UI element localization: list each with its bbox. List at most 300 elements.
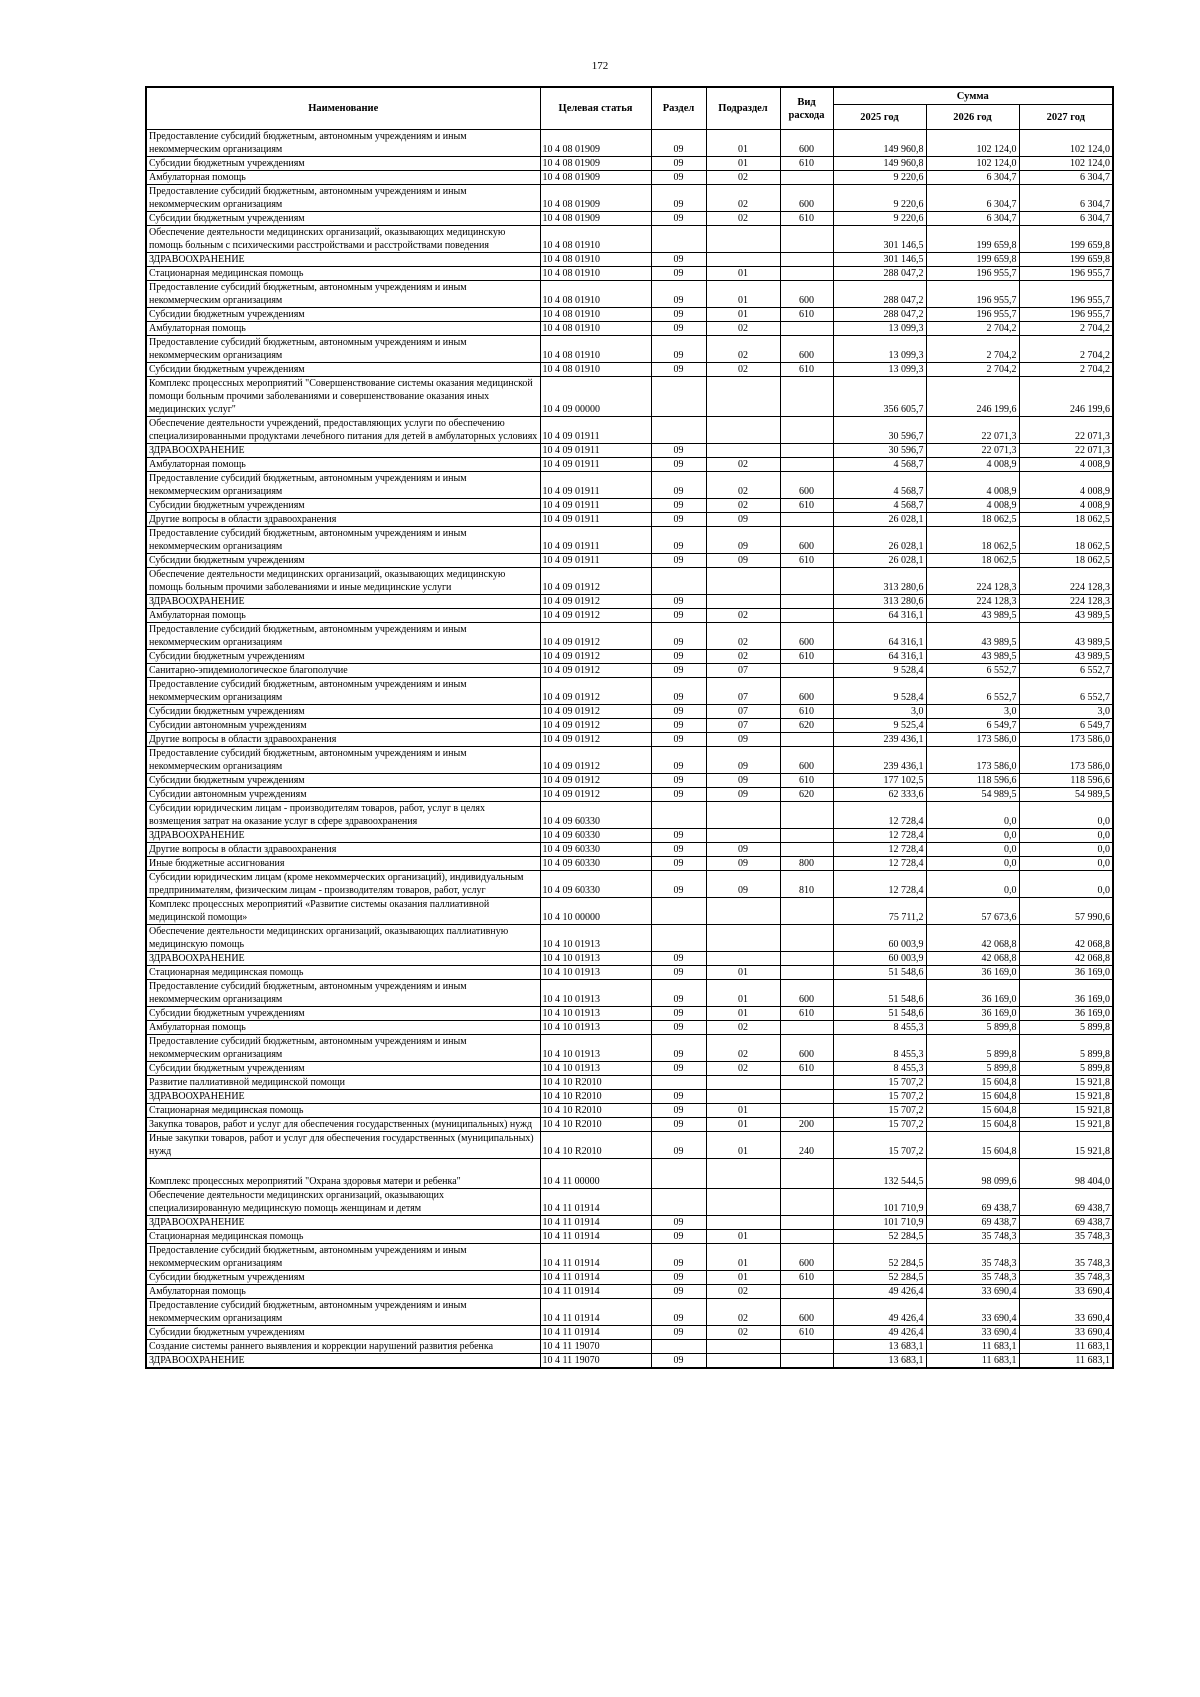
cell-amount-2026: 5 899,8 (926, 1021, 1019, 1035)
cell-vid (780, 829, 833, 843)
cell-amount-2026: 33 690,4 (926, 1326, 1019, 1340)
table-row (146, 171, 1113, 185)
cell-amount-2027: 224 128,3 (1019, 595, 1113, 609)
table-row (146, 527, 1113, 554)
cell-podrazdel: 01 (706, 308, 780, 322)
cell-amount-2027: 57 990,6 (1019, 898, 1113, 925)
table-row (146, 157, 1113, 171)
header-year-2026: 2026 год (926, 105, 1019, 130)
cell-target: 10 4 11 01914 (540, 1271, 651, 1285)
cell-name: Обеспечение деятельности медицинских организаций, оказывающих специализированную медицинскую помощь женщинам и детям (146, 1189, 540, 1216)
cell-vid: 620 (780, 719, 833, 733)
table-row (146, 363, 1113, 377)
cell-amount-2026: 118 596,6 (926, 774, 1019, 788)
cell-amount-2027: 246 199,6 (1019, 377, 1113, 417)
cell-amount-2027: 173 586,0 (1019, 747, 1113, 774)
cell-podrazdel: 01 (706, 281, 780, 308)
cell-name: Субсидии бюджетным учреждениям (146, 705, 540, 719)
cell-name: Предоставление субсидий бюджетным, автономным учреждениям и иным некоммерческим организациям (146, 1299, 540, 1326)
cell-podrazdel: 02 (706, 650, 780, 664)
table-row (146, 1189, 1113, 1216)
cell-vid: 610 (780, 499, 833, 513)
cell-amount-2026: 54 989,5 (926, 788, 1019, 802)
cell-podrazdel: 02 (706, 458, 780, 472)
cell-target: 10 4 11 00000 (540, 1159, 651, 1189)
cell-podrazdel: 01 (706, 157, 780, 171)
cell-razdel: 09 (651, 308, 706, 322)
cell-amount-2026: 36 169,0 (926, 980, 1019, 1007)
cell-podrazdel (706, 802, 780, 829)
table-row (146, 650, 1113, 664)
cell-vid: 600 (780, 1244, 833, 1271)
cell-amount-2025: 12 728,4 (833, 802, 926, 829)
table-row (146, 733, 1113, 747)
cell-amount-2025: 149 960,8 (833, 157, 926, 171)
cell-razdel: 09 (651, 253, 706, 267)
cell-amount-2025: 60 003,9 (833, 952, 926, 966)
cell-podrazdel: 02 (706, 1326, 780, 1340)
cell-amount-2026: 102 124,0 (926, 130, 1019, 157)
cell-razdel: 09 (651, 1216, 706, 1230)
cell-name: Другие вопросы в области здравоохранения (146, 733, 540, 747)
cell-amount-2025: 30 596,7 (833, 444, 926, 458)
cell-amount-2026: 35 748,3 (926, 1230, 1019, 1244)
cell-amount-2027: 0,0 (1019, 857, 1113, 871)
cell-vid (780, 1189, 833, 1216)
cell-name: ЗДРАВООХРАНЕНИЕ (146, 1354, 540, 1369)
cell-target: 10 4 10 R2010 (540, 1118, 651, 1132)
cell-razdel: 09 (651, 171, 706, 185)
cell-razdel: 09 (651, 705, 706, 719)
table-row (146, 322, 1113, 336)
cell-amount-2026: 43 989,5 (926, 650, 1019, 664)
cell-podrazdel: 09 (706, 513, 780, 527)
cell-podrazdel (706, 417, 780, 444)
cell-amount-2026: 69 438,7 (926, 1189, 1019, 1216)
cell-podrazdel: 01 (706, 1244, 780, 1271)
cell-target: 10 4 11 01914 (540, 1244, 651, 1271)
cell-amount-2025: 12 728,4 (833, 843, 926, 857)
cell-name: Предоставление субсидий бюджетным, автономным учреждениям и иным некоммерческим организациям (146, 747, 540, 774)
cell-amount-2027: 36 169,0 (1019, 966, 1113, 980)
table-row (146, 1159, 1113, 1189)
cell-target: 10 4 10 00000 (540, 898, 651, 925)
cell-name: Субсидии бюджетным учреждениям (146, 212, 540, 226)
cell-target: 10 4 08 01910 (540, 253, 651, 267)
header-year-2027: 2027 год (1019, 105, 1113, 130)
cell-target: 10 4 08 01910 (540, 267, 651, 281)
cell-razdel: 09 (651, 1244, 706, 1271)
cell-target: 10 4 10 01913 (540, 966, 651, 980)
cell-podrazdel (706, 568, 780, 595)
cell-podrazdel: 01 (706, 130, 780, 157)
cell-amount-2026: 11 683,1 (926, 1354, 1019, 1369)
cell-name: Комплекс процессных мероприятий "Охрана здоровья матери и ребенка" (146, 1159, 540, 1189)
cell-amount-2026: 22 071,3 (926, 444, 1019, 458)
cell-target: 10 4 11 01914 (540, 1189, 651, 1216)
table-row (146, 1230, 1113, 1244)
cell-amount-2025: 75 711,2 (833, 898, 926, 925)
cell-vid: 610 (780, 1326, 833, 1340)
cell-vid: 620 (780, 788, 833, 802)
cell-podrazdel: 02 (706, 499, 780, 513)
cell-amount-2025: 49 426,4 (833, 1326, 926, 1340)
cell-podrazdel: 01 (706, 1132, 780, 1159)
table-row (146, 843, 1113, 857)
cell-amount-2026: 6 304,7 (926, 171, 1019, 185)
cell-vid (780, 444, 833, 458)
cell-amount-2027: 196 955,7 (1019, 267, 1113, 281)
cell-vid: 610 (780, 554, 833, 568)
cell-target: 10 4 11 01914 (540, 1299, 651, 1326)
cell-target: 10 4 09 60330 (540, 829, 651, 843)
cell-amount-2027: 15 921,8 (1019, 1118, 1113, 1132)
cell-razdel: 09 (651, 472, 706, 499)
cell-razdel: 09 (651, 1090, 706, 1104)
cell-target: 10 4 09 00000 (540, 377, 651, 417)
table-row (146, 513, 1113, 527)
cell-amount-2027: 11 683,1 (1019, 1354, 1113, 1369)
cell-amount-2027: 2 704,2 (1019, 363, 1113, 377)
cell-podrazdel: 09 (706, 747, 780, 774)
cell-amount-2025: 9 220,6 (833, 212, 926, 226)
cell-vid: 600 (780, 527, 833, 554)
cell-target: 10 4 09 01912 (540, 568, 651, 595)
cell-razdel: 09 (651, 980, 706, 1007)
cell-amount-2027: 224 128,3 (1019, 568, 1113, 595)
cell-name: Субсидии бюджетным учреждениям (146, 1062, 540, 1076)
cell-amount-2025: 13 099,3 (833, 322, 926, 336)
cell-vid (780, 595, 833, 609)
cell-amount-2025: 15 707,2 (833, 1090, 926, 1104)
cell-amount-2025: 239 436,1 (833, 733, 926, 747)
cell-name: ЗДРАВООХРАНЕНИЕ (146, 1216, 540, 1230)
cell-amount-2025: 15 707,2 (833, 1132, 926, 1159)
cell-name: Амбулаторная помощь (146, 1285, 540, 1299)
cell-razdel (651, 568, 706, 595)
cell-razdel: 09 (651, 623, 706, 650)
cell-razdel: 09 (651, 1230, 706, 1244)
cell-razdel (651, 1076, 706, 1090)
cell-razdel: 09 (651, 719, 706, 733)
cell-amount-2027: 22 071,3 (1019, 417, 1113, 444)
cell-amount-2027: 173 586,0 (1019, 733, 1113, 747)
table-body (146, 130, 1113, 1369)
cell-amount-2026: 6 549,7 (926, 719, 1019, 733)
table-row (146, 212, 1113, 226)
cell-name: ЗДРАВООХРАНЕНИЕ (146, 595, 540, 609)
cell-target: 10 4 10 01913 (540, 925, 651, 952)
cell-razdel: 09 (651, 1007, 706, 1021)
table-row (146, 1326, 1113, 1340)
cell-target: 10 4 09 01912 (540, 650, 651, 664)
cell-amount-2026: 4 008,9 (926, 472, 1019, 499)
cell-target: 10 4 09 01911 (540, 444, 651, 458)
cell-podrazdel: 01 (706, 267, 780, 281)
cell-amount-2026: 43 989,5 (926, 609, 1019, 623)
cell-target: 10 4 08 01910 (540, 308, 651, 322)
cell-razdel: 09 (651, 650, 706, 664)
cell-podrazdel: 01 (706, 1118, 780, 1132)
cell-target: 10 4 09 60330 (540, 857, 651, 871)
cell-target: 10 4 09 01911 (540, 554, 651, 568)
cell-name: Предоставление субсидий бюджетным, автономным учреждениям и иным некоммерческим организациям (146, 678, 540, 705)
cell-name: Субсидии бюджетным учреждениям (146, 1007, 540, 1021)
cell-amount-2026: 6 552,7 (926, 678, 1019, 705)
cell-target: 10 4 09 01912 (540, 609, 651, 623)
cell-razdel: 09 (651, 966, 706, 980)
table-row (146, 1285, 1113, 1299)
cell-amount-2027: 54 989,5 (1019, 788, 1113, 802)
cell-vid: 600 (780, 281, 833, 308)
cell-target: 10 4 08 01910 (540, 363, 651, 377)
cell-amount-2027: 4 008,9 (1019, 472, 1113, 499)
cell-vid (780, 664, 833, 678)
cell-amount-2027: 199 659,8 (1019, 226, 1113, 253)
cell-amount-2026: 33 690,4 (926, 1299, 1019, 1326)
cell-name: Амбулаторная помощь (146, 322, 540, 336)
cell-vid: 610 (780, 212, 833, 226)
cell-name: Стационарная медицинская помощь (146, 1230, 540, 1244)
cell-amount-2026: 0,0 (926, 857, 1019, 871)
cell-amount-2027: 2 704,2 (1019, 336, 1113, 363)
cell-name: Субсидии автономным учреждениям (146, 719, 540, 733)
cell-razdel: 09 (651, 1271, 706, 1285)
cell-target: 10 4 09 01911 (540, 527, 651, 554)
cell-vid (780, 802, 833, 829)
cell-name: ЗДРАВООХРАНЕНИЕ (146, 952, 540, 966)
cell-podrazdel (706, 925, 780, 952)
cell-name: Субсидии бюджетным учреждениям (146, 363, 540, 377)
cell-amount-2026: 0,0 (926, 829, 1019, 843)
cell-target: 10 4 08 01910 (540, 281, 651, 308)
cell-amount-2027: 98 404,0 (1019, 1159, 1113, 1189)
cell-amount-2025: 51 548,6 (833, 966, 926, 980)
cell-target: 10 4 09 01912 (540, 705, 651, 719)
cell-amount-2027: 18 062,5 (1019, 527, 1113, 554)
cell-amount-2025: 49 426,4 (833, 1299, 926, 1326)
cell-amount-2027: 35 748,3 (1019, 1271, 1113, 1285)
cell-amount-2027: 5 899,8 (1019, 1021, 1113, 1035)
cell-name: Амбулаторная помощь (146, 1021, 540, 1035)
cell-vid: 610 (780, 650, 833, 664)
cell-vid (780, 1285, 833, 1299)
cell-vid (780, 226, 833, 253)
cell-amount-2027: 15 921,8 (1019, 1132, 1113, 1159)
cell-target: 10 4 09 01912 (540, 788, 651, 802)
cell-name: Стационарная медицинская помощь (146, 1104, 540, 1118)
table-row (146, 130, 1113, 157)
table-row (146, 898, 1113, 925)
cell-amount-2026: 2 704,2 (926, 363, 1019, 377)
cell-vid (780, 458, 833, 472)
cell-podrazdel (706, 1076, 780, 1090)
cell-amount-2025: 9 528,4 (833, 678, 926, 705)
cell-target: 10 4 09 60330 (540, 871, 651, 898)
cell-name: Комплекс процессных мероприятий «Развитие системы оказания паллиативной медицинской помощи» (146, 898, 540, 925)
table-row (146, 705, 1113, 719)
cell-target: 10 4 11 01914 (540, 1285, 651, 1299)
cell-vid (780, 1340, 833, 1354)
table-row (146, 308, 1113, 322)
cell-razdel: 09 (651, 678, 706, 705)
cell-name: ЗДРАВООХРАНЕНИЕ (146, 829, 540, 843)
table-row (146, 1076, 1113, 1090)
cell-amount-2026: 57 673,6 (926, 898, 1019, 925)
cell-amount-2026: 36 169,0 (926, 966, 1019, 980)
cell-name: Субсидии бюджетным учреждениям (146, 774, 540, 788)
cell-podrazdel: 01 (706, 1271, 780, 1285)
cell-razdel: 09 (651, 527, 706, 554)
cell-name: Субсидии юридическим лицам (кроме некоммерческих организаций), индивидуальным предпринимателям, физическим лицам - производителям товаров, работ, услуг (146, 871, 540, 898)
table-row (146, 609, 1113, 623)
cell-amount-2025: 288 047,2 (833, 267, 926, 281)
cell-vid (780, 898, 833, 925)
cell-vid (780, 1021, 833, 1035)
cell-amount-2027: 69 438,7 (1019, 1216, 1113, 1230)
cell-amount-2027: 43 989,5 (1019, 650, 1113, 664)
table-row (146, 1035, 1113, 1062)
cell-vid (780, 609, 833, 623)
cell-amount-2025: 52 284,5 (833, 1230, 926, 1244)
cell-amount-2027: 4 008,9 (1019, 499, 1113, 513)
cell-razdel: 09 (651, 952, 706, 966)
cell-razdel: 09 (651, 444, 706, 458)
cell-vid: 610 (780, 363, 833, 377)
cell-amount-2026: 11 683,1 (926, 1340, 1019, 1354)
cell-razdel: 09 (651, 185, 706, 212)
cell-amount-2025: 13 099,3 (833, 363, 926, 377)
cell-target: 10 4 09 01912 (540, 747, 651, 774)
cell-amount-2027: 42 068,8 (1019, 952, 1113, 966)
cell-name: Предоставление субсидий бюджетным, автономным учреждениям и иным некоммерческим организациям (146, 623, 540, 650)
cell-target: 10 4 11 01914 (540, 1230, 651, 1244)
cell-name: Амбулаторная помощь (146, 609, 540, 623)
cell-vid: 600 (780, 1299, 833, 1326)
cell-razdel (651, 1159, 706, 1189)
cell-name: Предоставление субсидий бюджетным, автономным учреждениям и иным некоммерческим организациям (146, 281, 540, 308)
cell-podrazdel: 07 (706, 678, 780, 705)
cell-razdel: 09 (651, 1062, 706, 1076)
cell-amount-2027: 15 921,8 (1019, 1076, 1113, 1090)
cell-podrazdel: 09 (706, 857, 780, 871)
cell-name: Обеспечение деятельности медицинских организаций, оказывающих медицинскую помощь больным с психическими расстройствами и расстройствами поведения (146, 226, 540, 253)
cell-amount-2026: 199 659,8 (926, 253, 1019, 267)
table-row (146, 281, 1113, 308)
cell-razdel (651, 417, 706, 444)
cell-amount-2026: 15 604,8 (926, 1076, 1019, 1090)
cell-podrazdel: 02 (706, 472, 780, 499)
cell-vid (780, 513, 833, 527)
cell-amount-2026: 0,0 (926, 871, 1019, 898)
cell-podrazdel: 09 (706, 788, 780, 802)
table-row (146, 1354, 1113, 1369)
cell-target: 10 4 08 01909 (540, 212, 651, 226)
cell-amount-2027: 6 552,7 (1019, 664, 1113, 678)
cell-amount-2027: 69 438,7 (1019, 1189, 1113, 1216)
cell-amount-2025: 26 028,1 (833, 527, 926, 554)
cell-amount-2025: 356 605,7 (833, 377, 926, 417)
cell-podrazdel: 02 (706, 1062, 780, 1076)
cell-target: 10 4 10 R2010 (540, 1104, 651, 1118)
cell-name: ЗДРАВООХРАНЕНИЕ (146, 253, 540, 267)
cell-razdel: 09 (651, 513, 706, 527)
cell-amount-2026: 0,0 (926, 802, 1019, 829)
table-row (146, 595, 1113, 609)
cell-podrazdel (706, 1216, 780, 1230)
cell-vid (780, 322, 833, 336)
cell-amount-2026: 35 748,3 (926, 1244, 1019, 1271)
cell-amount-2026: 35 748,3 (926, 1271, 1019, 1285)
cell-podrazdel: 07 (706, 705, 780, 719)
cell-amount-2026: 15 604,8 (926, 1090, 1019, 1104)
cell-target: 10 4 09 01912 (540, 623, 651, 650)
cell-amount-2027: 6 304,7 (1019, 171, 1113, 185)
cell-amount-2025: 12 728,4 (833, 857, 926, 871)
cell-vid (780, 925, 833, 952)
cell-vid: 810 (780, 871, 833, 898)
cell-target: 10 4 10 01913 (540, 1021, 651, 1035)
cell-amount-2025: 3,0 (833, 705, 926, 719)
table-row (146, 1299, 1113, 1326)
cell-amount-2025: 4 568,7 (833, 499, 926, 513)
table-row (146, 253, 1113, 267)
cell-amount-2027: 35 748,3 (1019, 1230, 1113, 1244)
cell-razdel: 09 (651, 1132, 706, 1159)
cell-amount-2027: 15 921,8 (1019, 1104, 1113, 1118)
table-row (146, 1132, 1113, 1159)
cell-razdel (651, 802, 706, 829)
cell-amount-2027: 102 124,0 (1019, 130, 1113, 157)
table-row (146, 829, 1113, 843)
table-row (146, 1118, 1113, 1132)
cell-vid (780, 1354, 833, 1369)
cell-vid: 610 (780, 308, 833, 322)
cell-amount-2026: 224 128,3 (926, 595, 1019, 609)
cell-amount-2027: 102 124,0 (1019, 157, 1113, 171)
table-row (146, 499, 1113, 513)
cell-target: 10 4 08 01910 (540, 322, 651, 336)
cell-podrazdel (706, 377, 780, 417)
cell-amount-2027: 0,0 (1019, 829, 1113, 843)
cell-vid (780, 1104, 833, 1118)
cell-razdel: 09 (651, 1285, 706, 1299)
cell-razdel: 09 (651, 609, 706, 623)
cell-vid: 600 (780, 185, 833, 212)
cell-target: 10 4 09 01912 (540, 664, 651, 678)
cell-amount-2027: 196 955,7 (1019, 281, 1113, 308)
cell-amount-2025: 8 455,3 (833, 1021, 926, 1035)
cell-amount-2025: 8 455,3 (833, 1035, 926, 1062)
cell-name: Амбулаторная помощь (146, 171, 540, 185)
cell-amount-2026: 6 304,7 (926, 185, 1019, 212)
header-sum: Сумма (833, 87, 1113, 105)
cell-amount-2026: 2 704,2 (926, 336, 1019, 363)
cell-amount-2025: 15 707,2 (833, 1076, 926, 1090)
cell-amount-2026: 5 899,8 (926, 1062, 1019, 1076)
cell-vid: 600 (780, 472, 833, 499)
cell-razdel: 09 (651, 336, 706, 363)
cell-amount-2026: 42 068,8 (926, 952, 1019, 966)
cell-razdel (651, 1189, 706, 1216)
cell-name: Стационарная медицинская помощь (146, 267, 540, 281)
cell-target: 10 4 10 01913 (540, 1035, 651, 1062)
cell-amount-2026: 15 604,8 (926, 1118, 1019, 1132)
cell-podrazdel (706, 898, 780, 925)
table-row (146, 774, 1113, 788)
cell-podrazdel (706, 1090, 780, 1104)
cell-target: 10 4 10 01913 (540, 1062, 651, 1076)
